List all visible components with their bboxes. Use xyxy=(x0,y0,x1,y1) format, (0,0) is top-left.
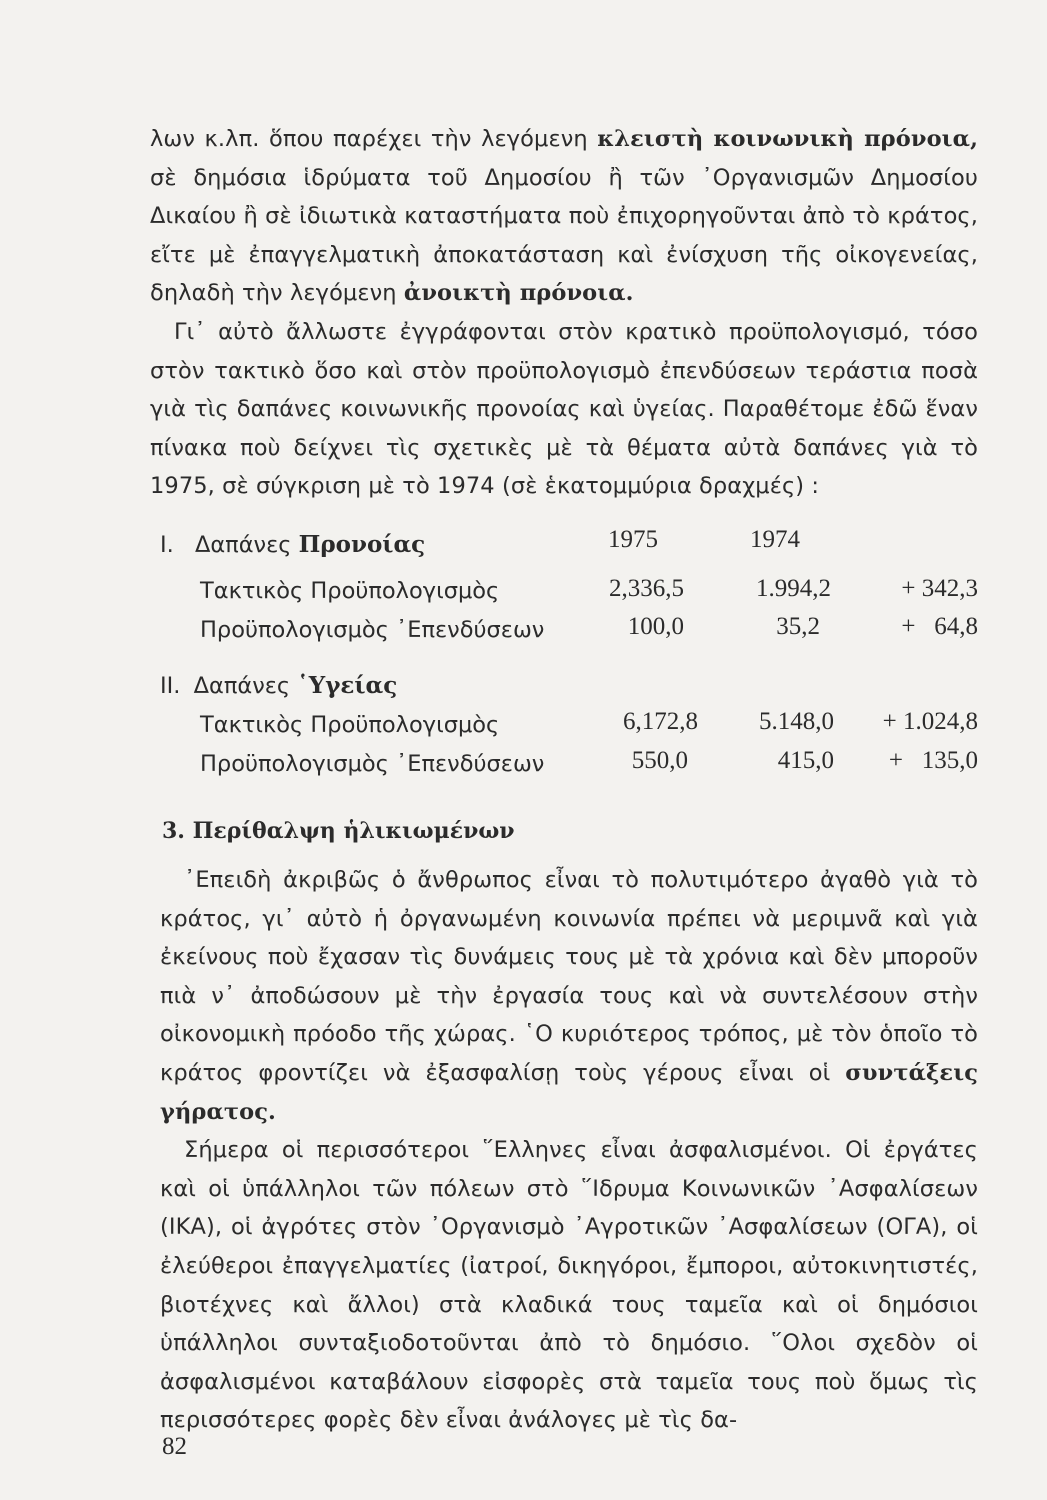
section-3-paragraph-2: Σήμερα οἱ περισσότεροι ῞Ελληνες εἶναι ἀσφαλισμένοι. Οἱ ἐργάτες καὶ οἱ ὑπάλληλοι τῶν πόλεων στὸ ῞Ιδρυμα Κοινωνικῶν ᾿Ασφαλίσεων (ΙΚΑ), οἱ ἀγρότες στὸν ᾿Οργανισμὸ ᾿Αγροτικῶν ᾿Ασφαλίσεων (ΟΓΑ), οἱ ἐλεύθεροι ἐπαγγελματίες (ἰατροί, δικηγόροι, ἔμποροι, αὐτοκινητιστές, βιοτέχνες καὶ ἄλλοι) στὰ κλαδικά τους ταμεῖα καὶ οἱ δημόσιοι ὑπάλληλοι συνταξιοδοτοῦνται ἀπὸ τὸ δημόσιο. ῞Ολοι σχεδὸν οἱ ἀσφαλισμένοι καταβάλουν εἰσφορὲς στὰ ταμεῖα τους ποὺ ὅμως τὶς περισσότερες φορὲς δὲν εἶναι ἀνάλογες μὲ τὶς δα- xyxy=(160,1137,978,1434)
section-2-title xyxy=(160,672,397,699)
table-cell-1975: 6,172,8 xyxy=(623,708,698,735)
table-cell-1974: 415,0 xyxy=(777,747,834,774)
table-cell-diff: + 135,0 xyxy=(888,747,978,774)
table-row-label: Προϋπολογισμὸς ᾿Επενδύσεων xyxy=(200,617,545,643)
table-cell-1974: 35,2 xyxy=(776,613,820,640)
table-cell-1975: 100,0 xyxy=(627,613,684,640)
table-cell-1975: 550,0 xyxy=(631,747,688,774)
section-3-heading: 3. Περίθαλψη ἡλικιωμένων xyxy=(162,818,515,844)
table-cell-diff: + 64,8 xyxy=(901,613,978,640)
paragraph-2: Γι᾿ αὐτὸ ἄλλωστε ἐγγράφονται στὸν κρατικὸ προϋπολογισμό, τόσο στὸν τακτικὸ ὅσο καὶ στὸν προϋπολογισμὸ ἐπενδύσεων τεράστια ποσὰ γιὰ τὶς δαπάνες κοινωνικῆς προνοίας καὶ ὑγείας. Παραθέτομε ἐδῶ ἕναν πίνακα ποὺ δείχνει τὶς σχετικὲς μὲ τὰ θέματα αὐτὰ δαπάνες γιὰ τὸ 1975, σὲ σύγκριση μὲ τὸ 1974 (σὲ ἑκατομμύρια δραχμές) : xyxy=(150,318,978,500)
table-cell-diff: + 1.024,8 xyxy=(882,708,978,735)
section-1-numeral: I. xyxy=(160,532,174,558)
paragraph-1-text-a: λων κ.λπ. ὅπου παρέχει τὴν λεγόμενη xyxy=(150,126,598,152)
term-open-welfare: ἀνοικτὴ πρόνοια. xyxy=(403,280,634,307)
section-2-label-bold: ῾Υγείας xyxy=(297,672,398,699)
term-closed-welfare: κλειστὴ κοινωνικὴ πρόνοια, xyxy=(597,126,979,152)
section-3-body xyxy=(160,861,978,1440)
section-2-label: Δαπάνες xyxy=(193,673,291,699)
table-cell-1975: 2,336,5 xyxy=(609,575,684,602)
table-row-label: Τακτικὸς Προϋπολογισμὸς xyxy=(200,712,500,738)
section-3-paragraph-1 xyxy=(160,861,978,1131)
term-old-age-pensions: συντάξεις γήρατος. xyxy=(160,1059,978,1125)
section-1-label: Δαπάνες xyxy=(194,532,292,558)
paragraph-1-text-b: σὲ δημόσια ἱδρύματα τοῦ Δημοσίου ἢ τῶν ᾿Οργανισμῶν Δημοσίου Δικαίου ἢ σὲ ἰδιωτικὰ καταστήματα ποὺ ἐπιχορηγοῦνται ἀπὸ τὸ κράτος, εἴτε μὲ ἐπαγγελματικὴ ἀποκατάσταση καὶ ἐνίσχυση τῆς οἰκογενείας, δηλαδὴ τὴν λεγόμενη xyxy=(150,164,978,307)
section-2-numeral: II. xyxy=(160,673,181,699)
section-1-title xyxy=(160,531,425,558)
column-header-1974: 1974 xyxy=(750,526,800,553)
table-row-label: Τακτικὸς Προϋπολογισμὸς xyxy=(200,578,500,604)
table-cell-diff: + 342,3 xyxy=(901,575,978,602)
section-3-paragraph-1-text: ᾿Επειδὴ ἀκριβῶς ὁ ἄνθρωπος εἶναι τὸ πολυτιμότερο ἀγαθὸ γιὰ τὸ κράτος, γι᾿ αὐτὸ ἡ ὀργανωμένη κοινωνία πρέπει νὰ μεριμνᾶ καὶ γιὰ ἐκείνους ποὺ ἔχασαν τὶς δυνάμεις τους μὲ τὰ χρόνια καὶ δὲν μποροῦν πιὰ ν᾿ ἀποδώσουν μὲ τὴν ἐργασία τους καὶ νὰ συντελέσουν στὴν οἰκονομικὴ πρόοδο τῆς χώρας. ῾Ο κυριότερος τρόπος, μὲ τὸν ὁποῖο τὸ κράτος φροντίζει νὰ ἐξασφαλίσῃ τοὺς γέρους εἶναι οἱ xyxy=(160,867,978,1086)
table-row-label: Προϋπολογισμὸς ᾿Επενδύσεων xyxy=(200,751,545,777)
paragraph-1 xyxy=(150,120,978,313)
table-cell-1974: 1.994,2 xyxy=(756,575,831,602)
page-number: 82 xyxy=(162,1433,187,1460)
opening-text xyxy=(150,120,978,506)
table-cell-1974: 5.148,0 xyxy=(759,708,834,735)
column-header-1975: 1975 xyxy=(608,526,658,553)
section-1-label-bold: Προνοίας xyxy=(298,531,426,558)
